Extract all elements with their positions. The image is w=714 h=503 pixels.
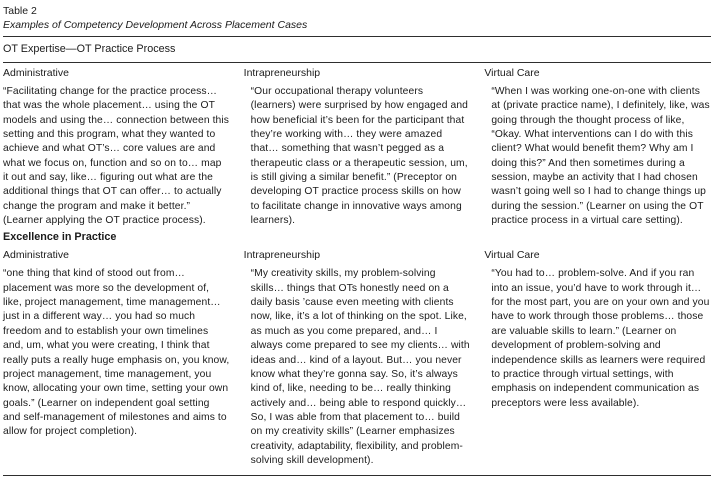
table-title: Examples of Competency Development Across Placement Cases (3, 19, 308, 31)
column-intrapreneurship-1 (244, 67, 471, 228)
column-header-intrapreneurship-2: Intrapreneurship (243, 249, 321, 262)
table-label: Table 2 (3, 5, 37, 17)
section-1-grid (3, 67, 711, 228)
column-header-intrapreneurship-1: Intrapreneurship (243, 67, 321, 79)
quote-cell-intrapreneurship-1: “Our occupational therapy volunteers (learners) were surprised by how engaged and how beneficial it’s been for the participant that they’re working with… they were amazed that… something that wasn’t pegged as a therapeutic class or a therapeutic session, um, is still giving a similar benefit.” (Preceptor on developing OT practice process skills on how to facilitate change in innovative ways among learners). (250, 86, 468, 227)
table-caption (3, 5, 711, 32)
section-header-ot-expertise: OT Expertise—OT Practice Process (3, 43, 176, 55)
column-header-virtual-care-2: Virtual Care (484, 249, 540, 262)
bottom-rule (3, 475, 711, 476)
quote-cell-administrative-1: “Facilitating change for the practice process… that was the whole placement… using the OT models and using the… connection between this setting and this program, what they wanted to achieve and what OT’s… core values are and what we focus on, function and so on to… map it out and say, like… figuring out what are the additional things that OT can offer… to actually change the program and make it better.” (Learner applying the OT practice process). (3, 86, 230, 227)
column-virtual-care-1 (484, 67, 711, 228)
quote-cell-administrative-2: “one thing that kind of stood out from… placement was more so the development of, like, project management, time management… just in a different way… you had so much freedom and to establish your own timelines and, um, what you were creating, I think that really puts a really huge emphasis on, you know, project management, time management, you know, allocating your own time, setting your own goals.” (Learner on independent goal setting and self-management of milestones and aims to allow for project completion). (3, 268, 230, 438)
quote-cell-intrapreneurship-2: “My creativity skills, my problem-solving skills… things that OTs honestly need on a daily basis ’cause even meeting with clients now, like, it’s a lot of thinking on the spot. Like, as much as you come prepared, and… I always come prepared to see my clients… with ideas and… kind of a layout. But… you never know what they’re gonna say. So, it’s always kind of, like, needing to be… really thinking actively and… being able to respond quickly… So, I was able from that placement to… build on my creativity skills” (Learner emphasizes creativity, adaptability, flexibility, and problem-solving skill development). (250, 268, 470, 466)
section-2-grid (3, 249, 711, 468)
section-header-excellence: Excellence in Practice (3, 231, 117, 244)
column-administrative-2 (3, 249, 230, 468)
quote-cell-virtual-care-2: “You had to… problem-solve. And if you ran into an issue, you’d have to work through it… for the most part, you are on your own and you have to work through those problems… those are valuable skills to learn.” (Learner on development of problem-solving and independence skills as learners were required to practice through virtual settings, with emphasis on independent communication as preceptors were less available). (491, 268, 710, 409)
column-intrapreneurship-2 (244, 249, 471, 468)
column-header-virtual-care-1: Virtual Care (484, 67, 540, 79)
column-header-administrative-2: Administrative (3, 249, 69, 262)
quote-cell-virtual-care-1: “When I was working one-on-one with clients at (private practice name), I definitely, like, was going through the thought process of like, “Okay. What interventions can I do with this client? What would benefit them? Why am I doing this?” And then sometimes during a session, maybe an activity that I had chosen wasn’t going well so I had to change things up during the session.” (Learner on using the OT practice process in a virtual care setting). (491, 86, 710, 227)
column-header-administrative-1: Administrative (3, 67, 69, 79)
column-administrative-1 (3, 67, 230, 228)
section-divider-rule (3, 62, 711, 63)
column-virtual-care-2 (484, 249, 711, 468)
